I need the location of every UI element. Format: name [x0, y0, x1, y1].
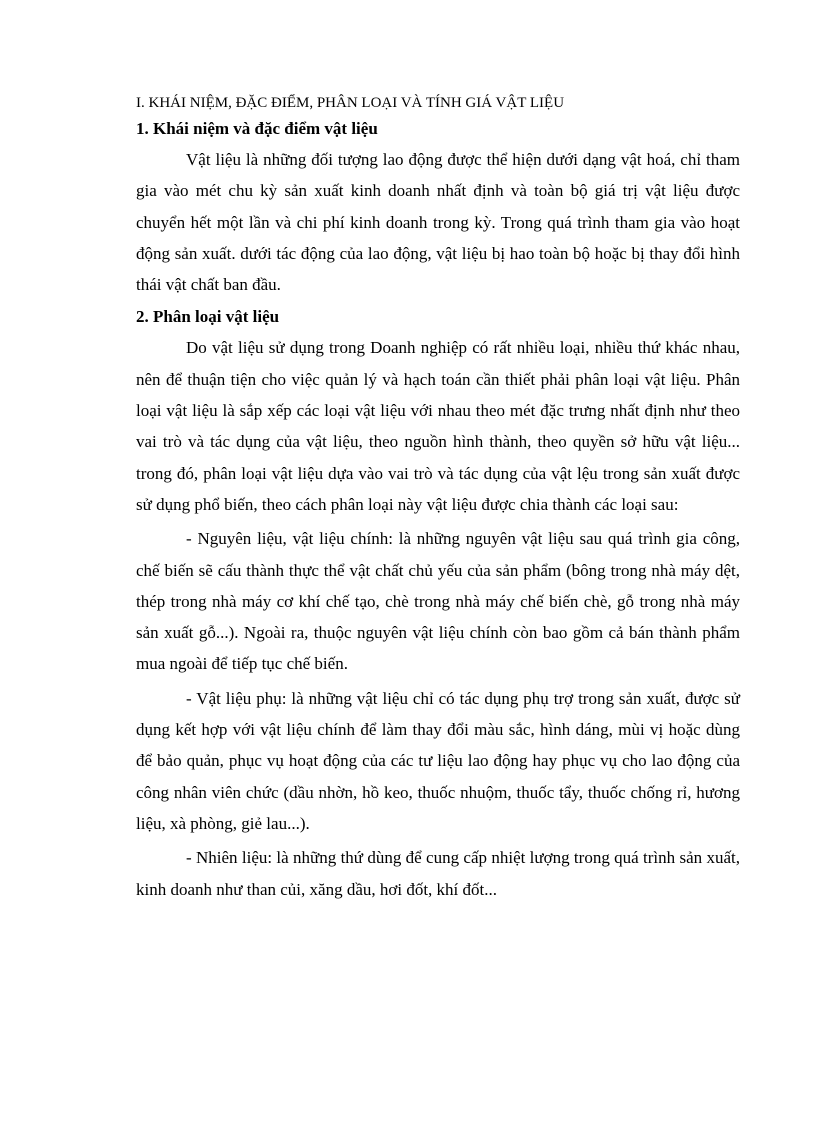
- document-page: [136, 92, 740, 905]
- subsection-1-title: 1. Khái niệm và đặc điểm vật liệu: [136, 119, 378, 138]
- item-main-materials: - Nguyên liệu, vật liệu chính: là những nguyên vật liệu sau quá trình gia công, chế biến sẽ cấu thành thực thể vật chất chủ yếu của sản phẩm (bông trong nhà máy dệt, thép trong nhà máy cơ khí chế tạo, chè trong nhà máy chế biến chè, gỗ trong nhà máy sản xuất gỗ...). Ngoài ra, thuộc nguyên vật liệu chính còn bao gồm cả bán thành phẩm mua ngoài để tiếp tục chế biến.: [136, 529, 740, 674]
- item-auxiliary-materials: - Vật liệu phụ: là những vật liệu chỉ có tác dụng phụ trợ trong sản xuất, được sử dụng kết hợp với vật liệu chính để làm thay đổi màu sắc, hình dáng, mùi vị hoặc dùng để bảo quản, phục vụ hoạt động của các tư liệu lao động hay phục vụ cho lao động của công nhân viên chức (dầu nhờn, hồ keo, thuốc nhuộm, thuốc tẩy, thuốc chống rỉ, hương liệu, xà phòng, giẻ lau...).: [136, 688, 740, 833]
- subsection-2-paragraph: Do vật liệu sử dụng trong Doanh nghiệp có rất nhiều loại, nhiều thứ khác nhau, nên để thuận tiện cho việc quản lý và hạch toán cần thiết phải phân loại vật liệu. Phân loại vật liệu là sắp xếp các loại vật liệu với nhau theo mét đặc trưng nhất định như theo vai trò và tác dụng của vật liệu, theo nguồn hình thành, theo quyền sở hữu vật liệu... trong đó, phân loại vật liệu dựa vào vai trò và tác dụng của vật lệu trong sản xuất được sử dụng phổ biến, theo cách phân loại này vật liệu được chia thành các loại sau:: [136, 338, 740, 514]
- subsection-1-paragraph: Vật liệu là những đối tượng lao động được thể hiện dưới dạng vật hoá, chỉ tham gia vào mét chu kỳ sản xuất kinh doanh nhất định và toàn bộ giá trị vật liệu được chuyển hết một lần và chi phí kinh doanh trong kỳ. Trong quá trình tham gia vào hoạt động sản xuất. dưới tác động của lao động, vật liệu bị hao toàn bộ hoặc bị thay đổi hình thái vật chất ban đầu.: [136, 150, 740, 295]
- item-fuel: - Nhiên liệu: là những thứ dùng để cung cấp nhiệt lượng trong quá trình sản xuất, kinh doanh như than củi, xăng dầu, hơi đốt, khí đốt...: [136, 848, 740, 899]
- subsection-2-title: 2. Phân loại vật liệu: [136, 307, 280, 327]
- section-title: I. KHÁI NIỆM, ĐẶC ĐIỂM, PHÂN LOẠI VÀ TÍNH GIÁ VẬT LIỆU: [136, 95, 565, 111]
